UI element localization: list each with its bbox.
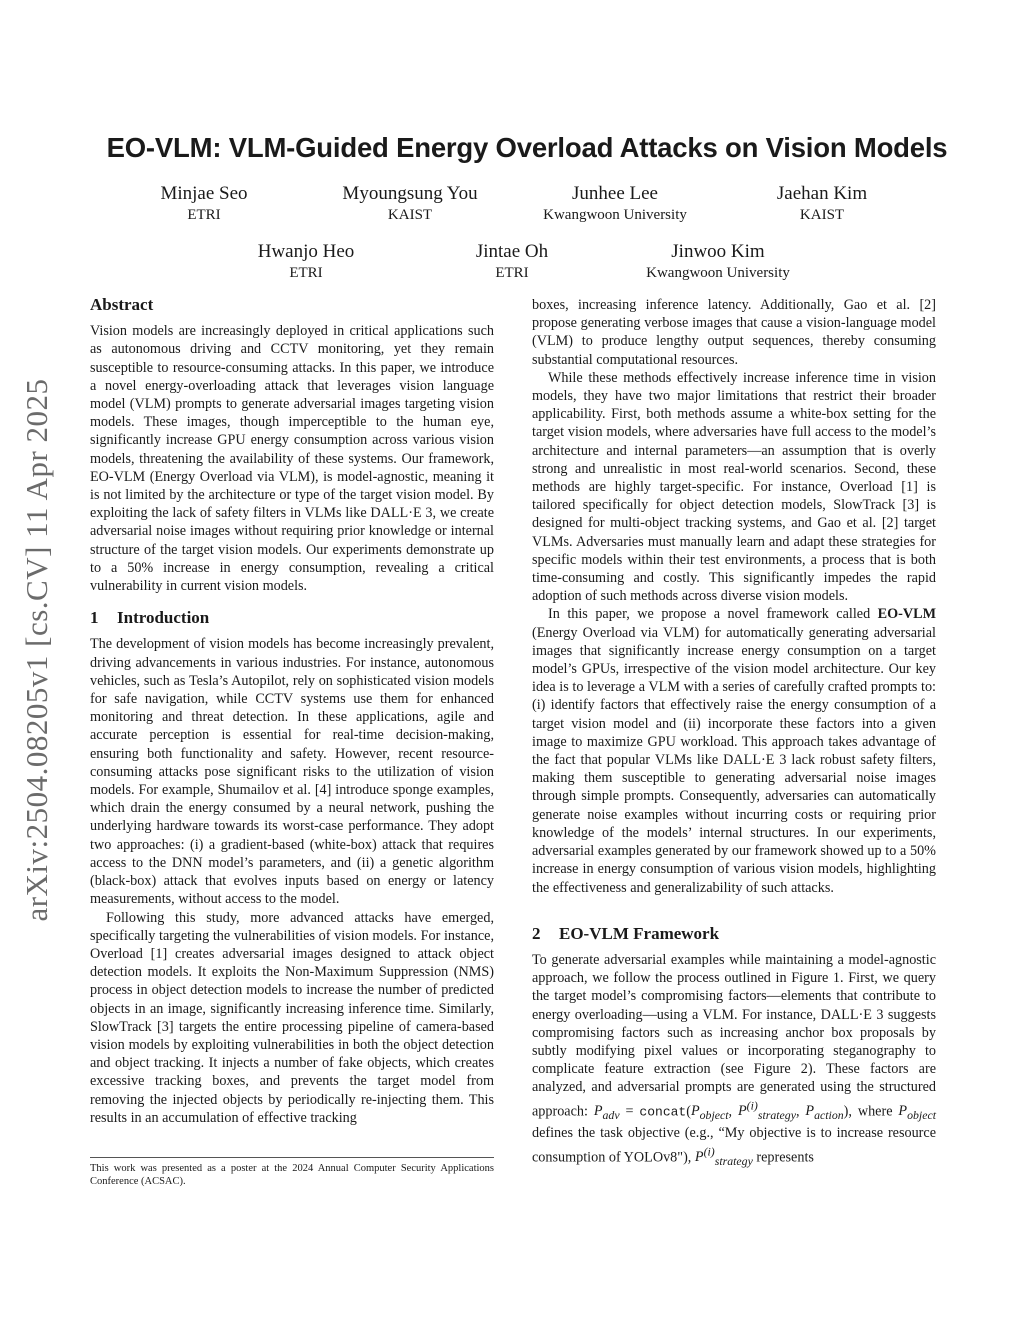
paragraph-text: where — [851, 1103, 899, 1120]
intro-paragraph-2-continued: boxes, increasing inference latency. Additionally, Gao et al. [2] propose generating verbose images that cause a vision-language model (VLM) to produce lengthy output sequences, thereby consuming substantial computational resources. — [532, 297, 936, 368]
math-subscript: object — [699, 1108, 729, 1123]
author-name: Jaehan Kim — [776, 183, 868, 204]
section-number: 1 — [90, 608, 99, 628]
intro-paragraph-3: While these methods effectively increase inference time in vision models, they have two major limitations that restrict their broader applicability. First, both methods assume a white-box setting for the target vision models, where adversaries have full access to the model’s architecture and internal parameters—an assumption that is overly strong and unrealistic in most real-world scenarios. Second, these methods are highly target-specific. For instance, Overload [1] is tailored specifically for object detection models, SlowTrack [3] is designed for multi-object tracking systems, and Gao et al. [2] target VLMs. Adversaries must manually learn and adapt these strategies for specific models within their test environments, a process that is both time-consuming and costly. This significantly impedes the rapid adoption of such methods across diverse vision models. — [532, 369, 936, 605]
intro-paragraph-4 — [532, 605, 936, 896]
section-1-heading — [90, 609, 494, 627]
math-p-adv — [593, 1103, 620, 1123]
paragraph-text: defines the task objective (e.g., “My objective is to increase resource consumption of YOLOv8"), — [532, 1125, 936, 1166]
author-block — [196, 241, 416, 283]
arxiv-identifier-text: arXiv:2504.08205v1 [cs.CV] 11 Apr 2025 — [19, 378, 54, 922]
math-symbol: P — [690, 1103, 700, 1120]
author-affiliation: Kwangwoon University — [543, 207, 687, 223]
author-affiliation: KAIST — [799, 207, 845, 223]
paragraph-text: In this paper, we propose a novel framework called — [548, 606, 878, 623]
author-block — [94, 183, 314, 225]
math-p-object — [898, 1103, 936, 1123]
math-subscript: adv — [602, 1108, 620, 1123]
math-p-action — [805, 1103, 844, 1123]
abstract-text: Vision models are increasingly deployed in critical applications such as autonomous driving and CCTV monitoring, yet they remain susceptible to resource-consuming attacks. In this paper, we introduce a novel energy-overloading attack that leverages vision language model (VLM) prompts to generate adversarial images targeting vision models. These images, though imperceptible to the human eye, significantly increase GPU energy consumption across various vision models, threatening the availability of these systems. Our framework, EO-VLM (Energy Overload via VLM), is model-agnostic, meaning it is not limited by the architecture or type of the target vision model. By exploiting the lack of safety filters in VLMs like DALL·E 3, we create adversarial noise images without requiring prior knowledge or internal structure of the target vision models. Our experiments demonstrate up to a 50% increase in energy consumption, revealing a critical vulnerability in current vision models. — [90, 323, 494, 595]
author-block — [402, 241, 622, 283]
math-subscript: action — [814, 1108, 844, 1123]
author-name: Myoungsung You — [342, 183, 478, 204]
author-block — [505, 183, 725, 225]
author-name: Jinwoo Kim — [671, 241, 765, 262]
author-affiliation: ETRI — [289, 265, 323, 281]
math-superscript: (i) — [703, 1144, 715, 1159]
author-block — [712, 183, 932, 225]
paragraph-text: represents — [752, 1149, 814, 1166]
footnote: This work was presented as a poster at the 2024 Annual Computer Security Applications Conference (ACSAC). — [90, 1157, 494, 1188]
math-comma: , — [728, 1103, 738, 1120]
paper-title: EO-VLM: VLM-Guided Energy Overload Attacks on Vision Models — [106, 132, 948, 163]
math-operator: = — [619, 1103, 640, 1120]
intro-paragraph-2: Following this study, more advanced attacks have emerged, specifically targeting the vulnerabilities of vision models. For instance, Overload [1] creates adversarial images designed to attack object detection models. It exploits the Non-Maximum Suppression (NMS) process in object detection models to increase the number of predicted objects in an image, significantly increasing inference time. Similarly, SlowTrack [3] targets the entire processing pipeline of camera-based vision models by exploiting vulnerabilities in both the object detection and object tracking. It injects a number of fake objects, which creates excessive tracking boxes, and prevents the target model from removing the injected objects by periodically re-injecting them. This results in an accumulation of effective tracking — [90, 909, 494, 1126]
arxiv-identifier — [14, 350, 60, 950]
abstract-heading: Abstract — [90, 295, 154, 314]
math-p-strategy — [694, 1144, 753, 1169]
author-block — [608, 241, 828, 283]
math-paren: ), — [843, 1103, 852, 1120]
math-symbol: P — [593, 1103, 603, 1120]
math-concat: concat — [639, 1104, 687, 1120]
framework-paragraph — [532, 951, 936, 1170]
section-title: Introduction — [117, 608, 210, 628]
author-name: Jintae Oh — [475, 241, 549, 262]
math-superscript: (i) — [746, 1098, 758, 1113]
author-name: Hwanjo Heo — [257, 241, 355, 262]
math-symbol: P — [805, 1103, 815, 1120]
math-p-object — [690, 1103, 729, 1123]
right-column — [532, 296, 936, 1170]
math-subscript: strategy — [714, 1154, 753, 1169]
math-p-strategy — [738, 1098, 796, 1123]
math-symbol: P — [898, 1103, 908, 1120]
author-affiliation: ETRI — [187, 207, 221, 223]
author-affiliation: KAIST — [387, 207, 433, 223]
section-title: EO-VLM Framework — [559, 923, 720, 943]
math-subscript: strategy — [757, 1108, 796, 1123]
author-name: Junhee Lee — [572, 183, 658, 204]
math-symbol: P — [694, 1149, 704, 1166]
paragraph-text: To generate adversarial examples while maintaining a model-agnostic approach, we follow the process outlined in Figure 1. First, we query the target model’s compromising factors—elements that contribute to energy overloading—using a VLM. For instance, DALL·E 3 suggests compromising factors such as increasing anchor box proposals by subtly modifying pixel values or incorporating steganography to complicate feature extraction (see Figure 2). These factors are analyzed, and adversarial prompts are generated using the structured approach: — [532, 951, 936, 1120]
framework-name: EO-VLM — [877, 606, 936, 623]
author-affiliation: Kwangwoon University — [646, 265, 790, 281]
math-symbol: P — [738, 1103, 747, 1120]
intro-paragraph-1: The development of vision models has become increasingly prevalent, driving advancements in various industries. For instance, autonomous vehicles, such as Tesla’s Autopilot, rely on sophisticated vision models for safe navigation, while CCTV systems use them for enhanced monitoring and threat detection. In these applications, agile and accurate perception is essential for real-time decision-making, ensuring both functionality and safety. However, recent resource-consuming attacks pose significant risks to the utilization of vision models. For example, Shumailov et al. [4] introduce sponge examples, which drain the energy consumed by a neural network, pushing the underlying hardware towards its worst-case performance. They adopt two approaches: (i) a gradient-based (white-box) attack that requires access to the DNN model’s parameters, and (ii) a genetic algorithm (black-box) attack that evolves inputs based on energy or latency measurements, without access to the model. — [90, 636, 494, 908]
math-subscript: object — [907, 1108, 936, 1123]
section-2-heading — [532, 925, 936, 943]
math-comma: , — [795, 1103, 806, 1120]
author-name: Minjae Seo — [160, 183, 248, 204]
author-affiliation: ETRI — [495, 265, 529, 281]
paragraph-text: (Energy Overload via VLM) for automatically generating adversarial images that significantly increase energy consumption on a target model’s GPUs, irrespective of the vision model architecture. Our key idea is to leverage a VLM with a series of carefully crafted prompts to: (i) identify factors that effectively raise the energy consumption of a target vision model and (ii) incorporate these factors into a given image to maximize GPU workload. This approach takes advantage of the fact that popular VLMs like DALL·E 3 lack robust safety filters, making them susceptible to generating adversarial noise images through simple prompts. Consequently, adversaries can automatically generate noise examples without incurring costs or requiring prior knowledge of the models’ internal structures. In our experiments, adversarial examples generated by our framework showed up to a 50% increase in energy consumption of various vision models, highlighting the effectiveness and generalizability of such attacks. — [532, 624, 936, 896]
author-block — [300, 183, 520, 225]
section-number: 2 — [532, 923, 541, 943]
left-column — [90, 296, 494, 1127]
math-paren: ( — [686, 1103, 691, 1120]
